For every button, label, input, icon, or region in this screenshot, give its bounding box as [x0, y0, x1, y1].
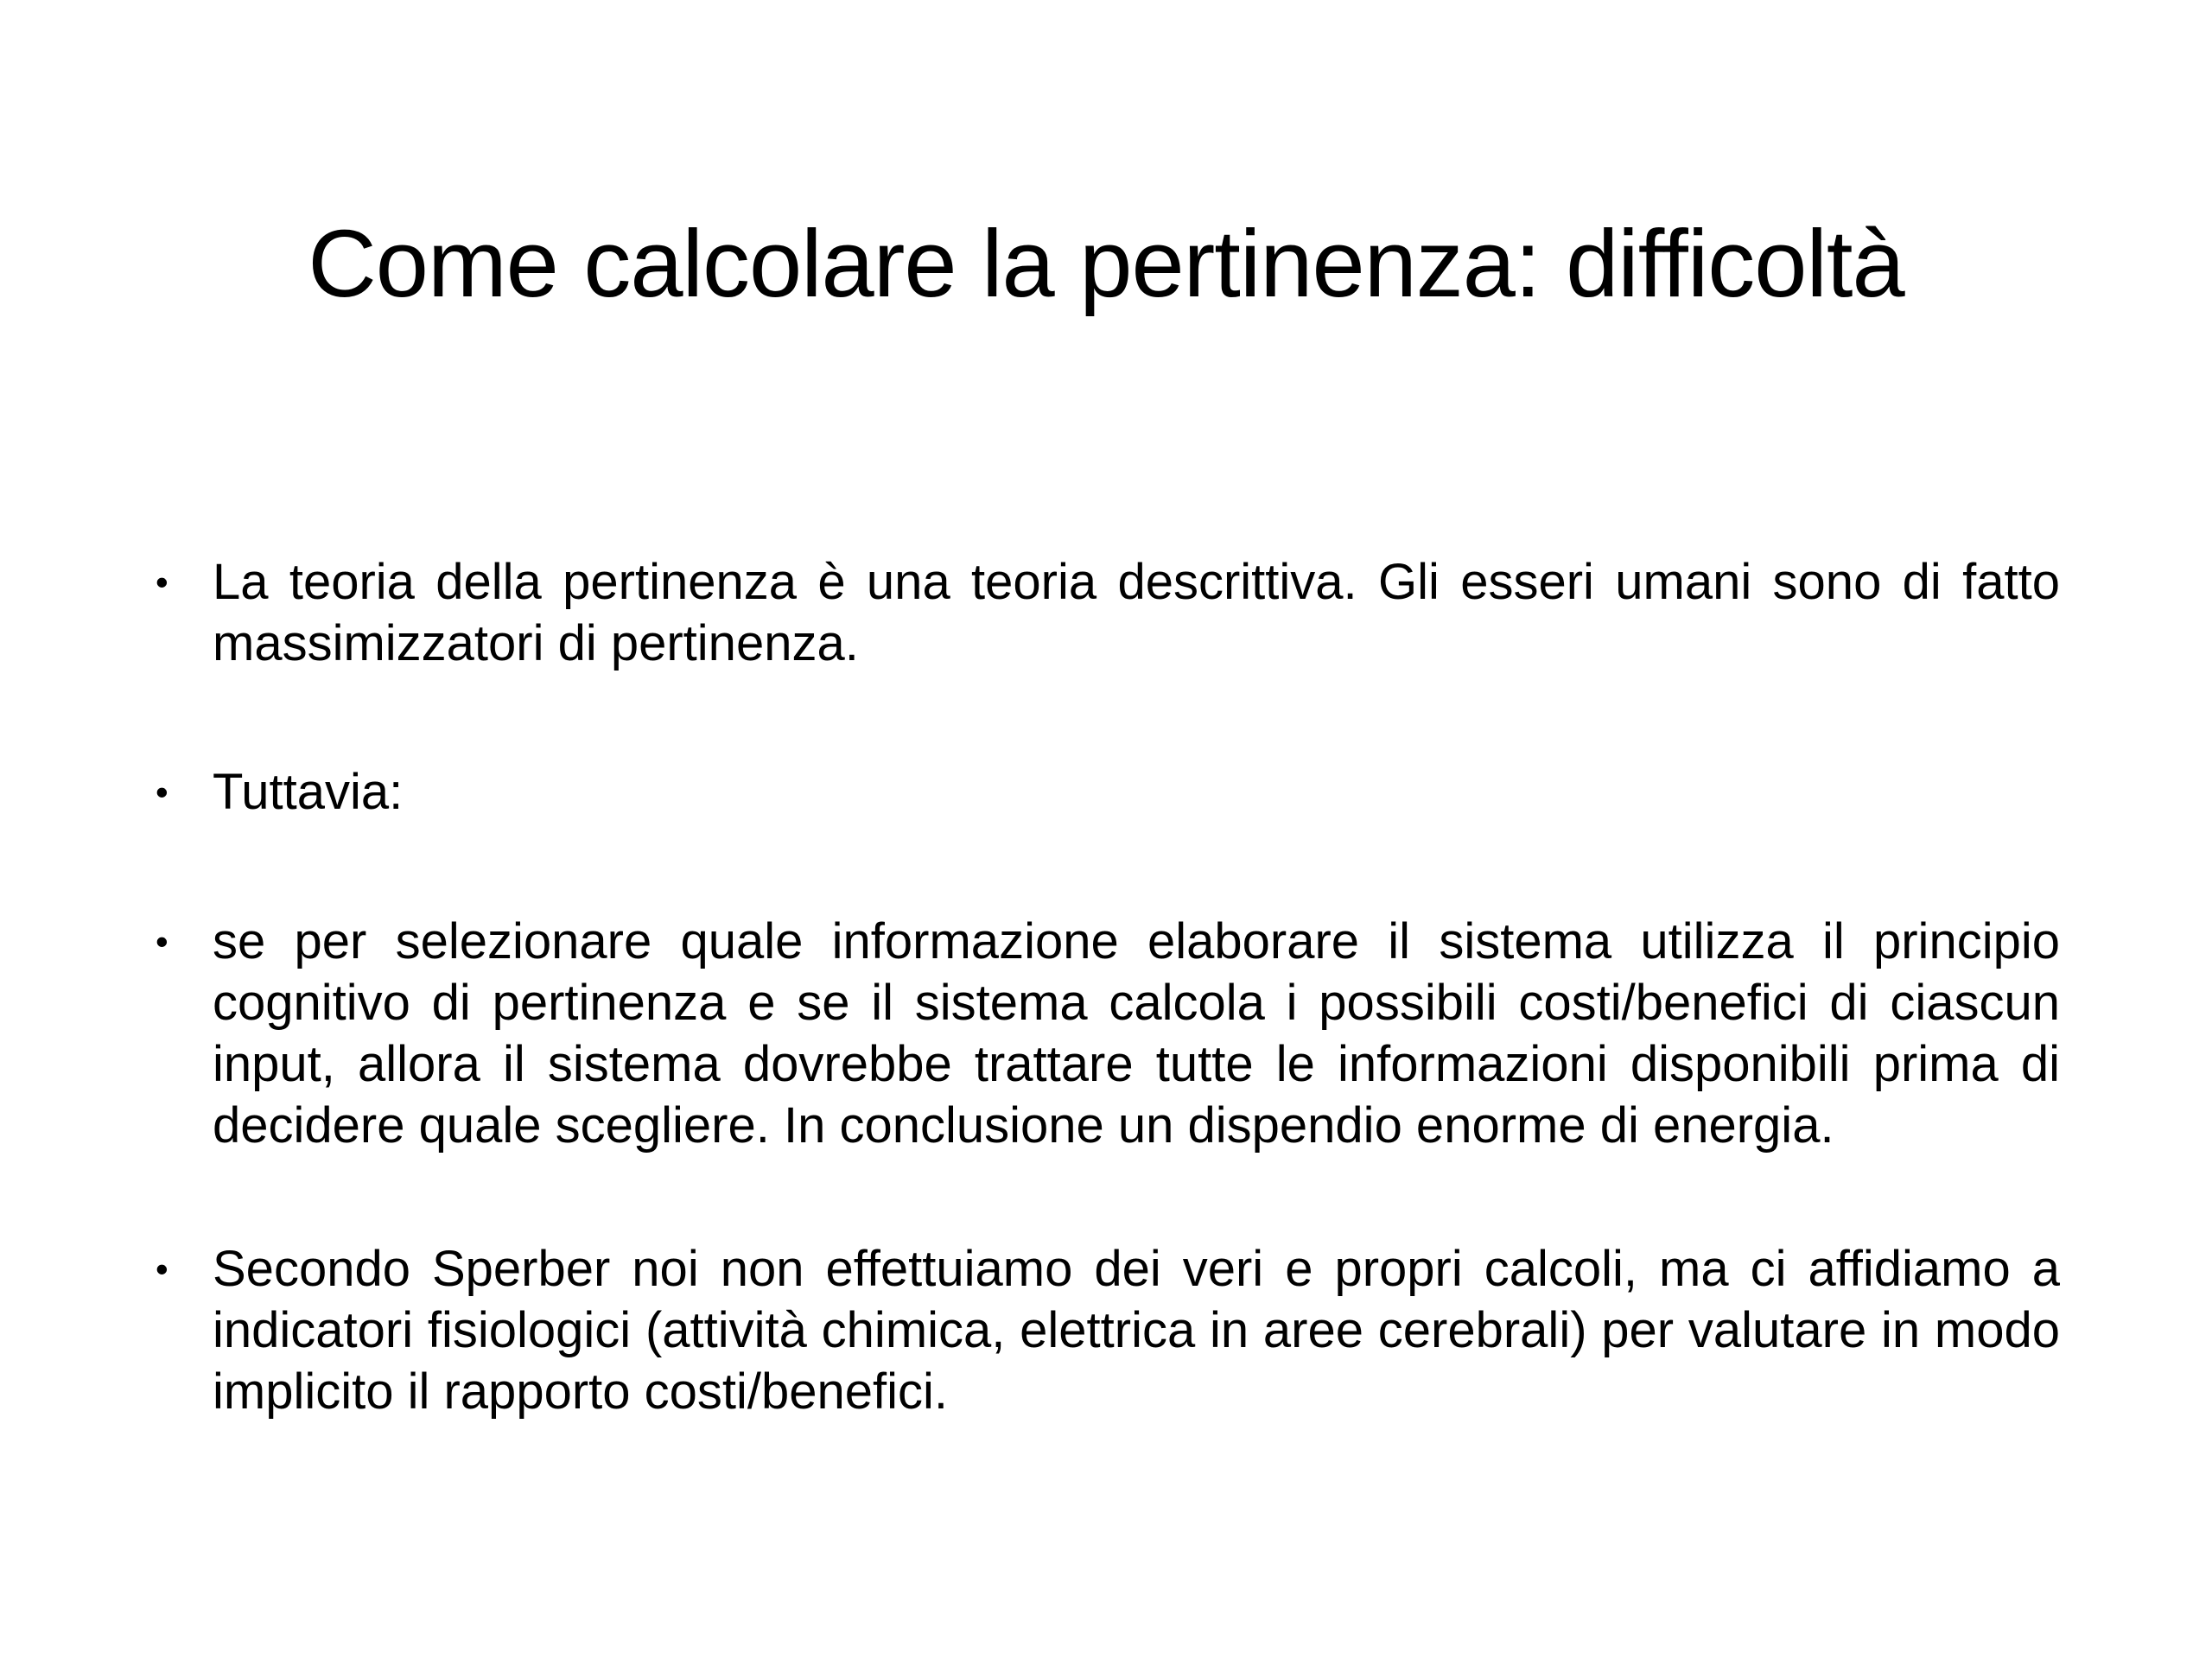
bullet-text-1: La teoria della pertinenza è una teoria descrittiva. Gli esseri umani sono di fatto massimizzatori di pertinenza. — [213, 554, 2060, 671]
bullet-text-3: se per selezionare quale informazione elaborare il sistema utilizza il principio cognitivo di pertinenza e se il sistema calcola i possibili costi/benefici di ciascun input, allora il sistema dovrebbe trattare tutte le informazioni disponibili prima di decidere quale scegliere. In conclusione un dispendio enorme di energia. — [213, 913, 2060, 1154]
bullet-icon: • — [156, 562, 168, 602]
bullet-icon: • — [156, 1249, 168, 1289]
bullet-text-4: Secondo Sperber noi non effettuiamo dei veri e propri calcoli, ma ci affidiamo a indicatori fisiologici (attività chimica, elettrica in aree cerebrali) per valutare in modo implicito il rapporto costi/benefici. — [213, 1241, 2060, 1420]
bullet-text-2: Tuttavia: — [213, 764, 404, 820]
bullet-icon: • — [156, 772, 168, 812]
slide-title: Come calcolare la pertinenza: difficoltà — [308, 211, 1904, 317]
bullet-icon: • — [156, 921, 168, 962]
